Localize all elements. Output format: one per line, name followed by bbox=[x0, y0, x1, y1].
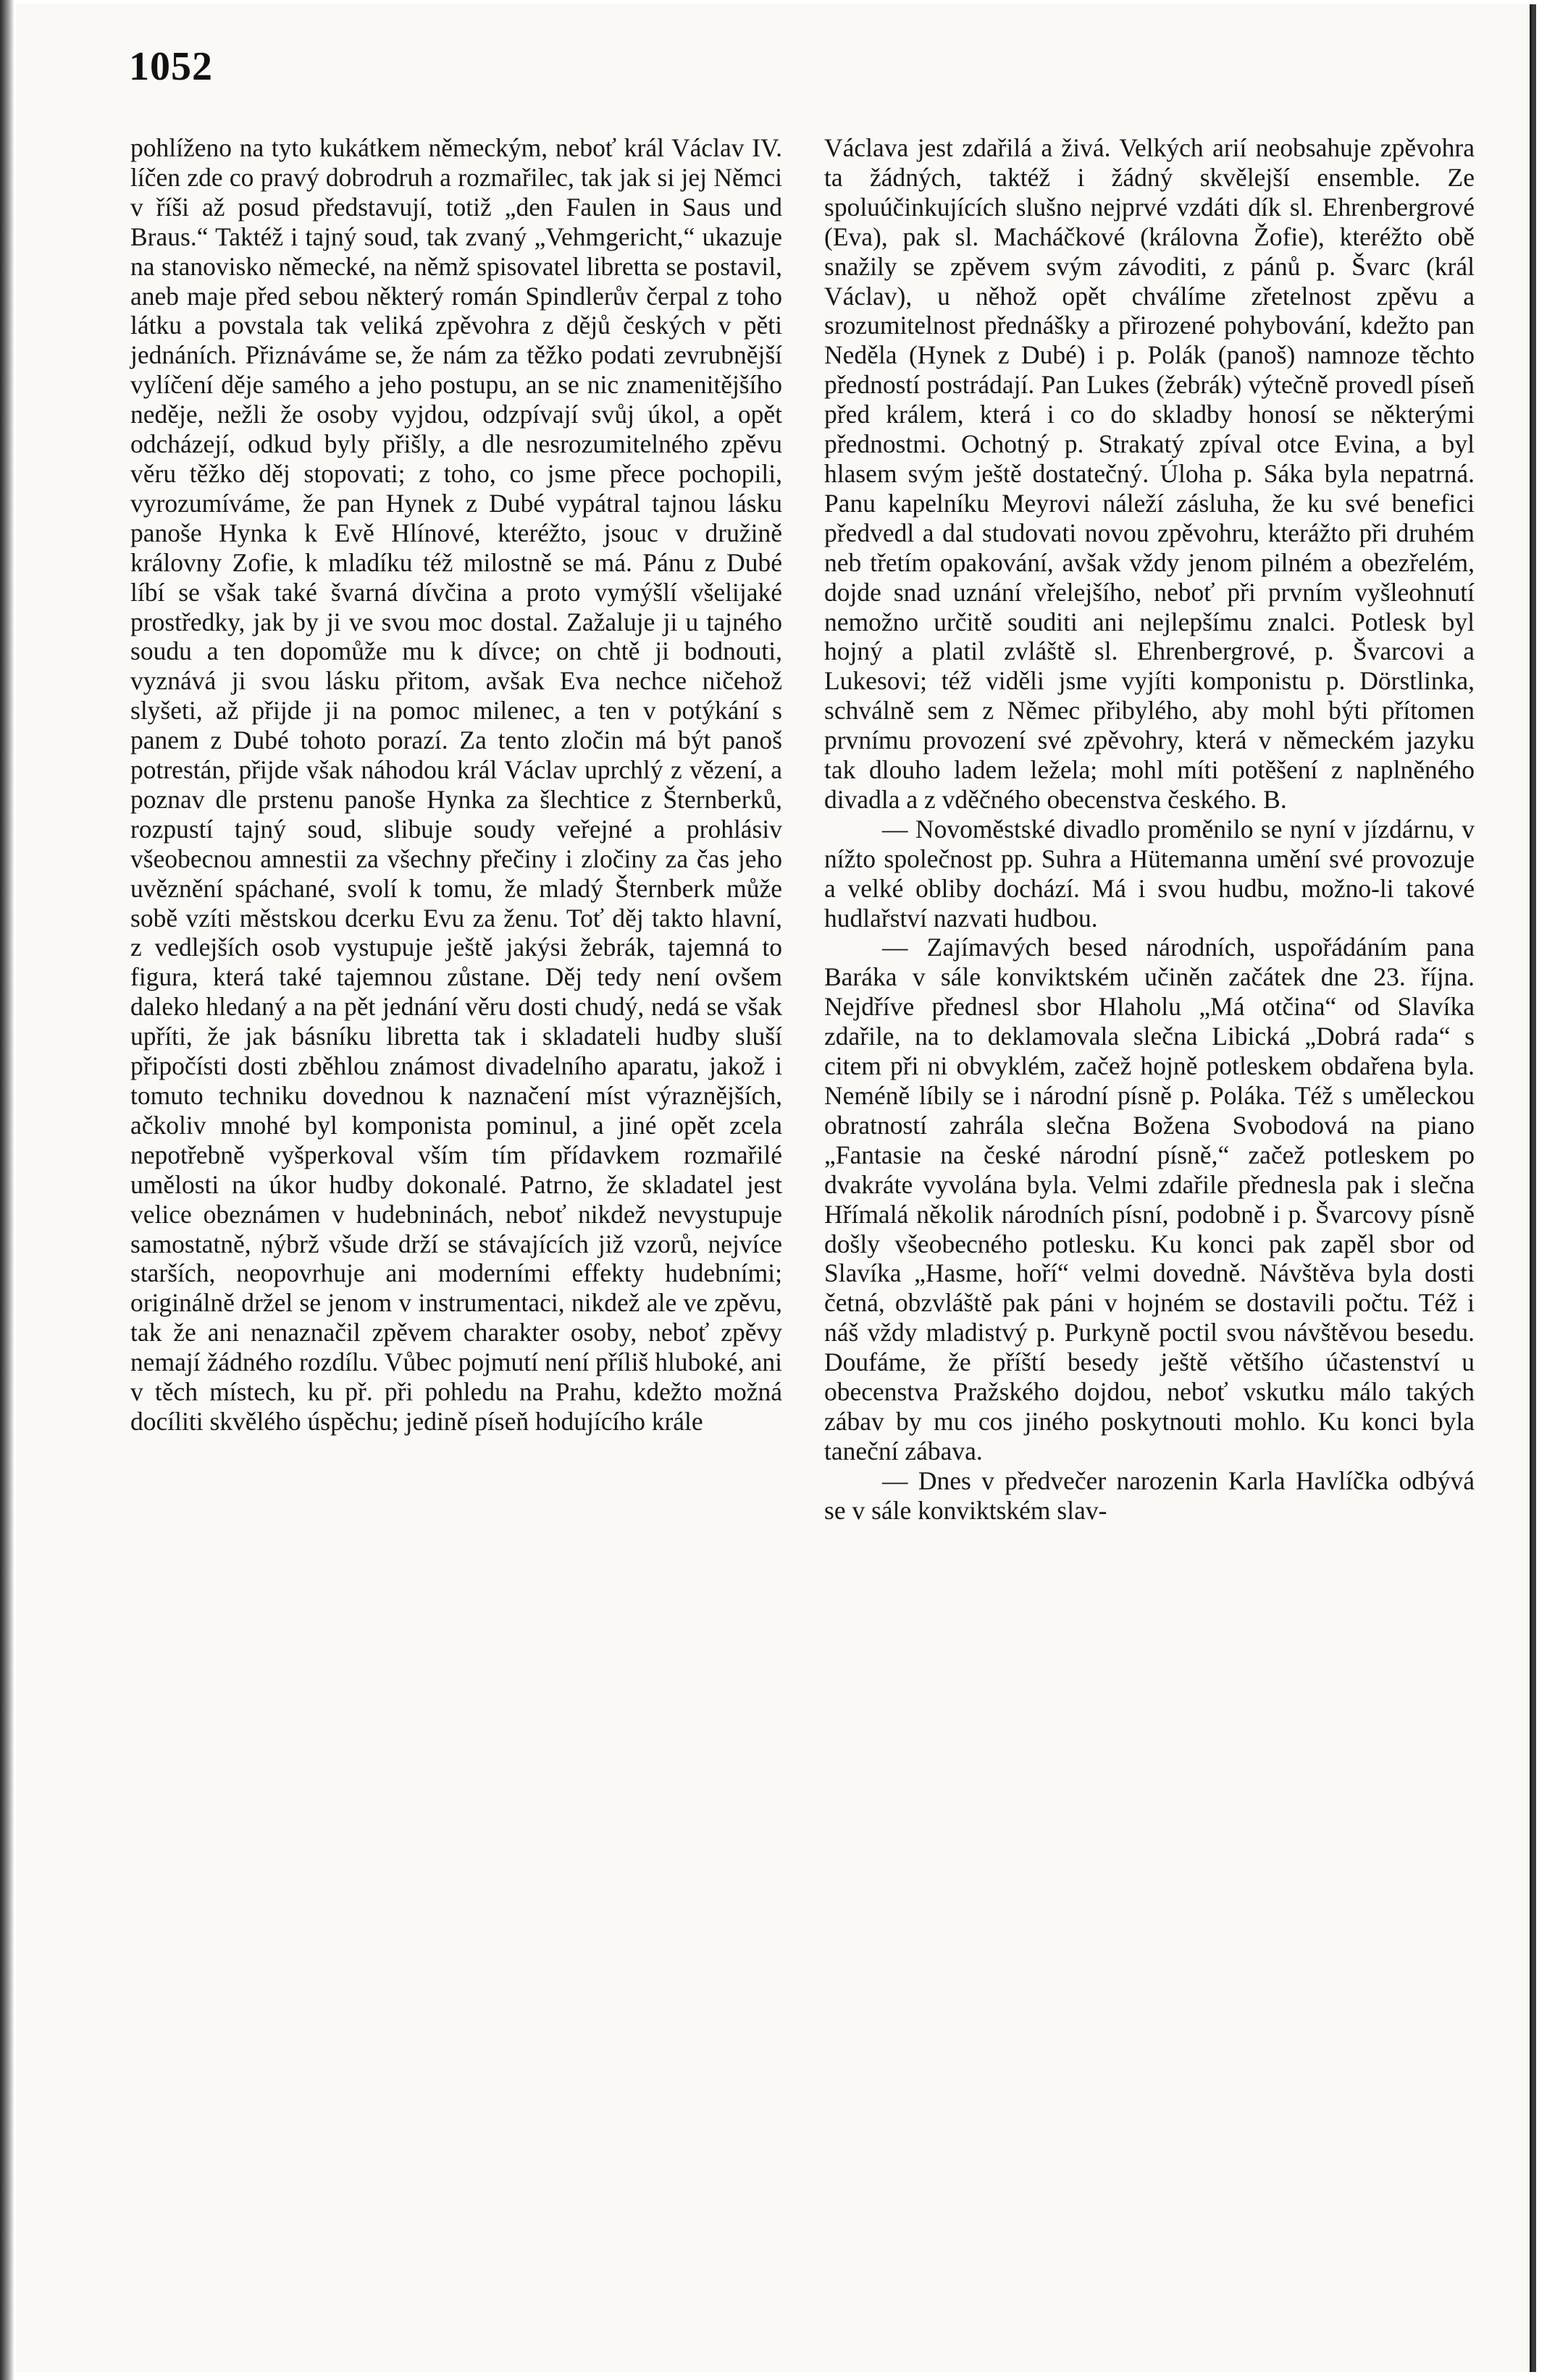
right-paragraph-havlicek: — Dnes v předvečer narozenin Karla Havlíčka odbývá se v sále konviktském slav- bbox=[824, 1466, 1475, 1525]
left-paragraph-1: pohlíženo na tyto kukátkem německým, neboť král Václav IV. líčen zde co pravý dobrodruh a rozmařilec, tak jak si jej Němci v říši až posud představují, totiž „den Faulen in Saus und Braus.“ Taktéž i tajný soud, tak zvaný „Vehmgericht,“ ukazuje na stanovisko německé, na němž spisovatel libretta se postavil, aneb maje před sebou některý román Spindlerův čerpal z toho látku a povstala tak veliká zpěvohra z dějů českých v pěti jednáních. Přiznáváme se, že nám za těžko podati zevrubnější vylíčení děje samého a jeho postupu, an se nic znamenitějšího neděje, nežli že osoby vyjdou, odzpívají svůj úkol, a opět odcházejí, odkud byly přišly, a dle nesrozumitelného zpěvu věru těžko děj stopovati; z toho, co jsme přece pochopili, vyrozumíváme, že pan Hynek z Dubé vypátral tajnou lásku panoše Hynka k Evě Hlínové, kteréžto, jsouc v družině královny Zofie, k mladíku též milostně se má. Pánu z Dubé líbí se však také švarná dívčina a proto vymýšlí všelijaké prostředky, jak by ji ve svou moc dostal. Zažaluje ji u tajného soudu a ten dopomůže mu k dívce; on chtě ji bodnouti, vyznává ji svou lásku přitom, avšak Eva nechce ničehož slyšeti, až přijde ji na pomoc milenec, a ten v potýkání s panem z Dubé tohoto porazí. Za tento zločin má být panoš potrestán, přijde však náhodou král Václav uprchlý z vězení, a poznav dle prstenu panoše Hynka za šlechtice z Šternberků, rozpustí tajný soud, slibuje soudy veřejné a prohlásiv všeobecnou amnestii za všechny přečiny i zločiny za čas jeho uvěznění spáchané, svolí k tomu, že mladý Šternberk může sobě vzíti městskou dcerku Evu za ženu. Toť děj takto hlavní, z vedlejších osob vystupuje ještě jakýsi žebrák, tajemná to figura, která také tajemnou zůstane. Děj tedy není ovšem daleko hledaný a na pět jednání věru dosti chudý, nedá se však upříti, že jak básníku libretta tak i skladateli hudby sluší připočísti dosti zběhlou známost divadelního aparatu, jakož i tomuto techniku dovednou k naznačení míst výraznějších, ačkoliv mnohé byl komponista pominul, a jiné opět zcela nepotřebně vyšperkoval vším tím přídavkem rozmařilé umělosti na úkor hudby dokonalé. Patrno, že skladatel jest velice obeznámen v hudebninách, neboť nikdež nevystupuje samostatně, nýbrž všude drží se stávajících již vzorů, nejvíce starších, neopovrhuje ani moderními effekty hudebními; originálně držel se jenom v instrumentaci, nikdež ale ve zpěvu, tak že ani nenaznačil zpěvem charakter osoby, neboť zpěvy nemají žádného rozdílu. Vůbec pojmutí není příliš hluboké, ani v těch místech, ku př. při pohledu na Prahu, kdežto možná docíliti skvělého úspěchu; jedině píseň hodujícího krále bbox=[130, 133, 782, 1436]
right-column bbox=[824, 133, 1475, 1526]
right-paragraph-1: Václava jest zdařilá a živá. Velkých arií neobsahuje zpěvohra ta žádných, taktéž i žádný skvělejší ensemble. Ze spoluúčinkujících slušno nejprvé vzdáti dík sl. Ehrenbergrové (Eva), pak sl. Macháčkové (královna Žofie), kteréžto obě snažily se zpěvem svým závoditi, z pánů p. Švarc (král Václav), u něhož opět chválíme zřetelnost zpěvu a srozumitelnost přednášky a přirozené pohybování, kdežto pan Neděla (Hynek z Dubé) i p. Polák (panoš) namnoze těchto předností postrádají. Pan Lukes (žebrák) výtečně provedl píseň před králem, která i co do skladby honosí se některými přednostmi. Ochotný p. Strakatý zpíval otce Evina, a byl hlasem svým ještě dostatečný. Úloha p. Sáka byla nepatrná. Panu kapelníku Meyrovi náleží zásluha, že ku své benefici předvedl a dal studovati novou zpěvohru, kterážto při druhém neb třetím opakování, avšak vždy jenom pilném a obezřelém, dojde snad uznání vřelejšího, neboť při prvním vyšleohnutí nemožno určitě souditi ani nejlepšímu znalci. Potlesk byl hojný a platil zvláště sl. Ehrenbergrové, p. Švarcovi a Lukesovi; též viděli jsme vyjíti komponistu p. Dörstlinka, schválně sem z Němec přibylého, aby mohl býti přítomen prvnímu provození své zpěvohry, která v německém jazyku tak dlouho ladem ležela; mohl míti potěšení z naplněného divadla a z vděčného obecenstva českého. B. bbox=[824, 133, 1475, 814]
right-paragraph-novomestske: — Novoměstské divadlo proměnilo se nyní v jízdárnu, v nížto společnost pp. Suhra a Hütemanna umění své provozuje a velké obliby dochází. Má i svou hudbu, možno-li takové hudlařství nazvati hudbou. bbox=[824, 814, 1475, 933]
page-left-edge bbox=[0, 0, 14, 2380]
left-column bbox=[130, 133, 782, 1437]
right-paragraph-besedy: — Zajímavých besed národních, uspořádáním pana Baráka v sále konviktském učiněn začátek dne 23. října. Nejdříve přednesl sbor Hlaholu „Má otčina“ od Slavíka zdařile, na to deklamovala slečna Libická „Dobrá rada“ s citem při ni obvyklém, začež hojně potleskem obdařena byla. Neméně líbily se i národní písně p. Poláka. Též s uměleckou obratností zahrála slečna Božena Svobodová na piano „Fantasie na české národní písně,“ začež potleskem po dvakráte vyvolána byla. Velmi zdařile přednesla pak i slečna Hřímalá několik národních písní, podobně i p. Švarcovy písně došly všeobecného potlesku. Ku konci pak zapěl sbor od Slavíka „Hasme, hoří“ velmi dovedně. Návštěva byla dosti četná, obzvláště pak páni v hojném se dostavili počtu. Též i náš vždy mladistvý p. Purkyně poctil svou návštěvou besedu. Doufáme, že příští besedy ještě většího účastenství u obecenstva Pražského dojdou, neboť vskutku málo takých zábav by mu cos jiného poskytnouti mohlo. Ku konci byla taneční zábava. bbox=[824, 933, 1475, 1466]
page-number: 1052 bbox=[129, 44, 213, 89]
